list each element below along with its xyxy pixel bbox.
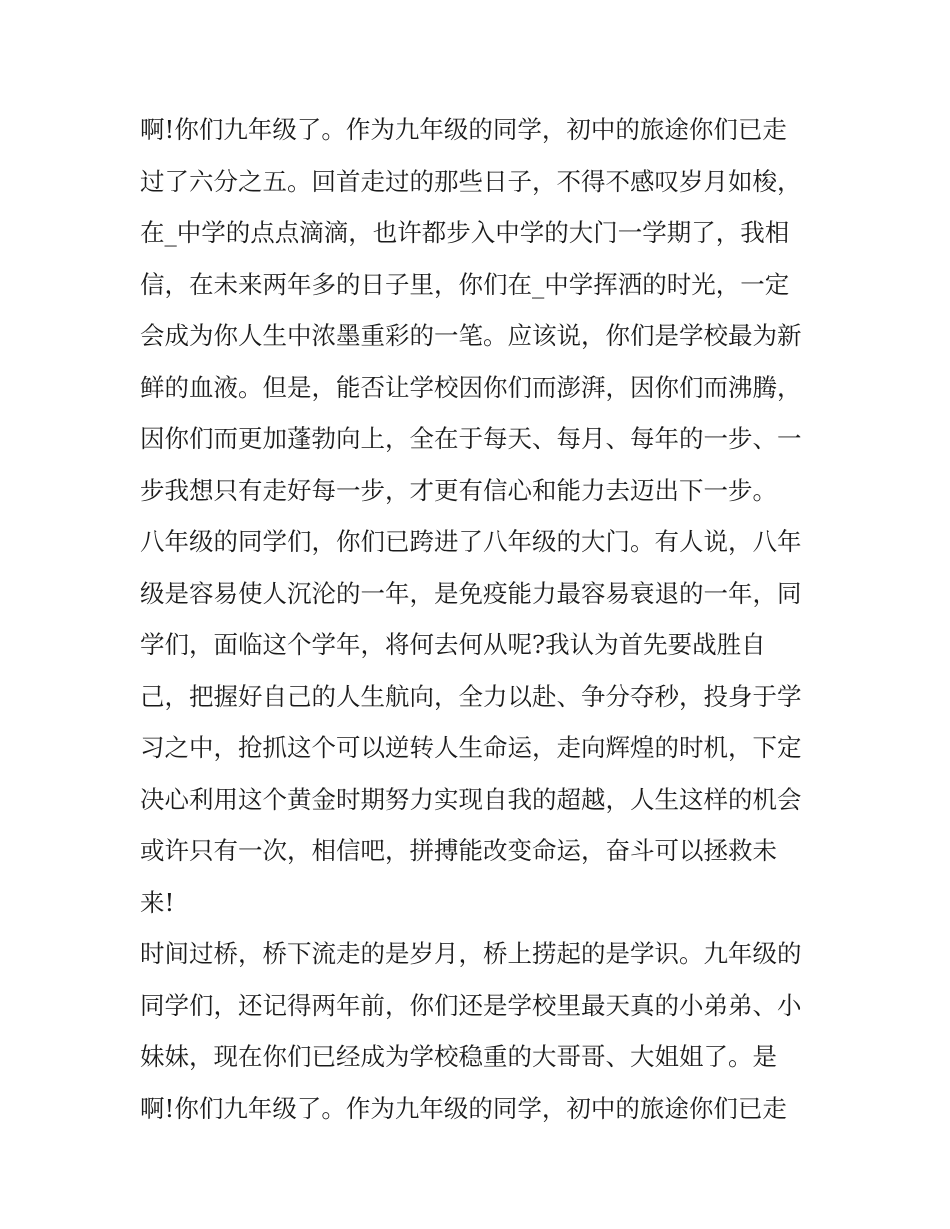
text-line: 因你们而更加蓬勃向上，全在于每天、每月、每年的一步、一 [140, 424, 802, 453]
text-line: 鲜的血液。但是，能否让学校因你们而澎湃，因你们而沸腾， [140, 372, 802, 402]
text-line: 来! [140, 887, 175, 917]
text-line: 八年级的同学们，你们已跨进了八年级的大门。有人说，八年 [140, 527, 802, 556]
text-line: 同学们，还记得两年前，你们还是学校里最天真的小弟弟、小 [140, 990, 802, 1020]
text-line: 或许只有一次，相信吧，拼搏能改变命运，奋斗可以拯救未 [140, 836, 777, 865]
text-line: 信，在未来两年多的日子里，你们在_中学挥洒的时光，一定 [140, 269, 790, 299]
text-line: 在_中学的点点滴滴，也许都步入中学的大门一学期了，我相 [140, 218, 790, 247]
document-body [140, 104, 820, 1134]
text-line: 时间过桥，桥下流走的是岁月，桥上捞起的是学识。九年级的 [140, 939, 802, 968]
text-line: 妹妹，现在你们已经成为学校稳重的大哥哥、大姐姐了。是 [140, 1042, 777, 1071]
text-line: 级是容易使人沉沦的一年，是免疫能力最容易衰退的一年，同 [140, 578, 802, 608]
text-line: 啊!你们九年级了。作为九年级的同学，初中的旅途你们已走 [140, 115, 787, 144]
text-line: 会成为你人生中浓墨重彩的一笔。应该说，你们是学校最为新 [140, 321, 802, 350]
text-line: 过了六分之五。回首走过的那些日子，不得不感叹岁月如梭， [140, 166, 802, 196]
text-line: 啊!你们九年级了。作为九年级的同学，初中的旅途你们已走 [140, 1093, 787, 1123]
text-line: 决心利用这个黄金时期努力实现自我的超越，人生这样的机会 [140, 784, 802, 814]
text-line: 学们，面临这个学年，将何去何从呢?我认为首先要战胜自 [140, 630, 766, 659]
text-line: 己，把握好自己的人生航向，全力以赴、争分夺秒，投身于学 [140, 681, 802, 711]
text-line: 习之中，抢抓这个可以逆转人生命运，走向辉煌的时机，下定 [140, 733, 802, 762]
text-line: 步我想只有走好每一步，才更有信心和能力去迈出下一步。 [140, 475, 777, 505]
